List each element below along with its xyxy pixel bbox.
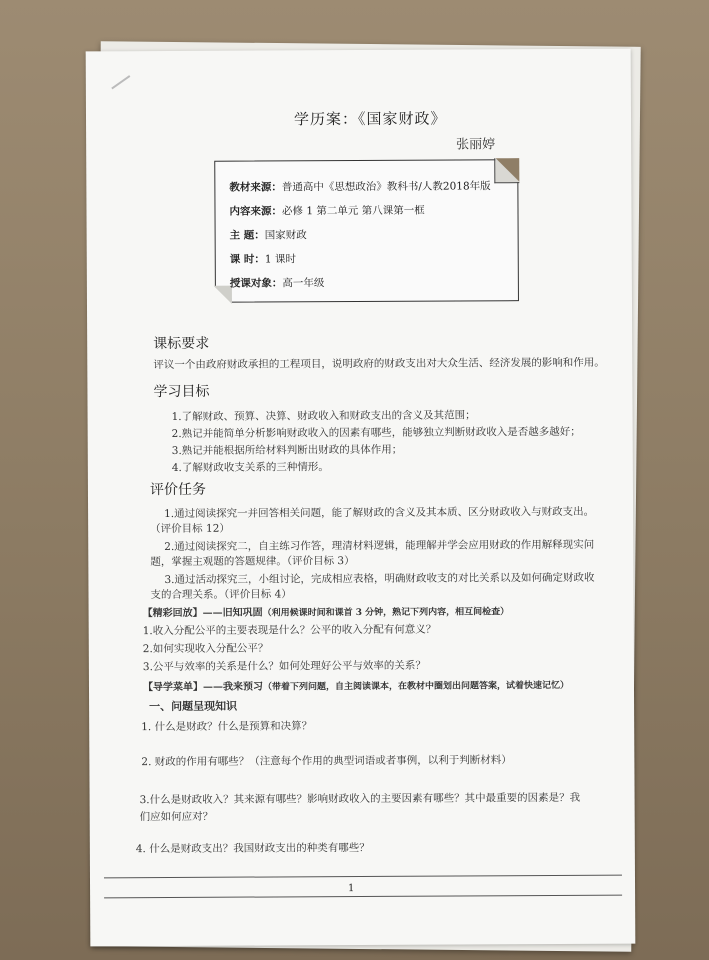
heading-standard: 课标要求 xyxy=(153,335,210,353)
review-item: 3.公平与效率的关系是什么？如何处理好公平与效率的关系？ xyxy=(142,659,426,674)
task-line: 支的合理关系。（评价目标 4） xyxy=(150,588,292,602)
info-row-content: 内容来源：必修 1 第二单元 第八课第一框 xyxy=(229,204,425,218)
footer-rule xyxy=(104,895,622,899)
task-line: 2.通过阅读探究二，自主练习作答，理清材料逻辑，能理解并学会应用财政的作用解释现实问 xyxy=(164,538,595,554)
info-row-textbook: 教材来源：普通高中《思想政治》教科书/人教2018年版 xyxy=(229,180,491,194)
heading-goals: 学习目标 xyxy=(153,383,210,401)
question-item: 们应如何应对？ xyxy=(139,810,214,824)
task-line: 题，掌握主观题的答题规律。（评价目标 3） xyxy=(150,555,355,569)
question-item: 1. 什么是财政？什么是预算和决算？ xyxy=(141,720,313,734)
pen-mark xyxy=(111,75,130,89)
question-item: 4. 什么是财政支出？我国财政支出的种类有哪些？ xyxy=(135,841,370,856)
info-row-audience: 授课对象：高一年级 xyxy=(229,277,325,290)
info-box xyxy=(214,159,519,303)
page-number: 1 xyxy=(348,883,355,895)
author-name: 张丽婷 xyxy=(456,137,496,153)
goal-item: 2.熟记并能简单分析影响财政收入的因素有哪些，能够独立判断财政收入是否越多越好； xyxy=(171,425,581,440)
document-title: 学历案：《国家财政》 xyxy=(293,109,447,129)
document-page xyxy=(86,49,636,947)
question-item: 2. 财政的作用有哪些？（注意每个作用的典型词语或者事例，以利于判断材料） xyxy=(141,754,512,769)
standard-text: 评议一个由政府财政承担的工程项目，说明政府的财政支出对大众生活、经济发展的影响和作用。 xyxy=(153,356,605,372)
folded-corner xyxy=(494,158,519,183)
info-row-periods: 课 时：1 课时 xyxy=(229,253,296,266)
task-line: （评价目标 12） xyxy=(150,522,230,536)
goal-item: 1.了解财政、预算、决算、财政收入和财政支出的含义及其范围； xyxy=(171,409,476,423)
heading-part1: 一、问题呈现知识 xyxy=(149,699,238,714)
review-item: 1.收入分配公平的主要表现是什么？公平的收入分配有何意义？ xyxy=(142,623,437,638)
review-header: 【精彩回放】——旧知巩固（利用候课时间和课首 3 分钟，熟记下列内容，相互间检查） xyxy=(142,607,510,620)
review-item: 2.如何实现收入分配公平？ xyxy=(142,642,269,656)
goal-item: 4.了解财政收支关系的三种情形。 xyxy=(171,461,329,474)
heading-tasks: 评价任务 xyxy=(149,481,206,499)
question-item: 3.什么是财政收入？其来源有哪些？影响财政收入的主要因素有哪些？其中最重要的因素是？我 xyxy=(139,791,581,807)
guide-header: 【导学菜单】——我来预习（带着下列问题，自主阅读课本，在教材中圈划出问题答案，试着快速记忆） xyxy=(142,680,570,694)
footer-rule xyxy=(104,875,622,879)
goal-item: 3.熟记并能根据所给材料判断出财政的具体作用； xyxy=(171,443,403,457)
task-line: 3.通过活动探究三，小组讨论，完成相应表格，明确财政收支的对比关系以及如何确定财政收 xyxy=(164,571,595,587)
task-line: 1.通过阅读探究一并回答相关问题，能了解财政的含义及其本质、区分财政收入与财政支出。 xyxy=(164,505,595,521)
info-row-topic: 主 题：国家财政 xyxy=(229,229,307,242)
